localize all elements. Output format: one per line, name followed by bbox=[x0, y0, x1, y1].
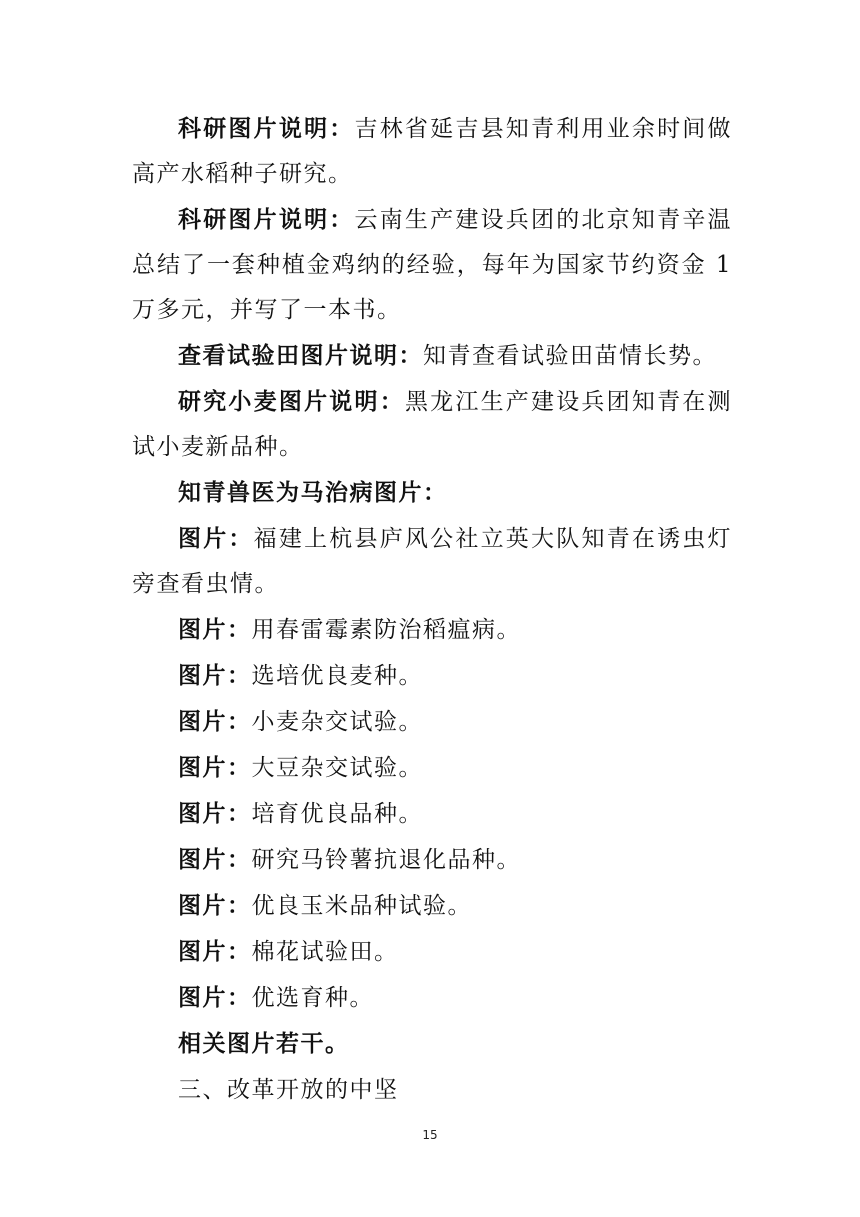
paragraph-text: 选培优良麦种。 bbox=[251, 663, 423, 689]
paragraph-text: 云南生产建设兵团的北京知青辛温总结了一套种植金鸡纳的经验，每年为国家节约资金 1 万多元，并写了一本书。 bbox=[132, 207, 733, 323]
paragraph-label: 科研图片说明： bbox=[178, 115, 355, 142]
paragraph bbox=[132, 791, 732, 837]
paragraph bbox=[132, 379, 732, 470]
paragraph bbox=[132, 745, 732, 791]
paragraph bbox=[132, 333, 732, 379]
paragraph bbox=[132, 929, 732, 975]
paragraph-text: 培育优良品种。 bbox=[251, 801, 423, 827]
paragraph-text: 棉花试验田。 bbox=[251, 939, 399, 965]
paragraph-text: 福建上杭县庐风公社立英大队知青在诱虫灯旁查看虫情。 bbox=[132, 526, 733, 597]
paragraph-label: 相关图片若干。 bbox=[178, 1030, 350, 1057]
paragraph-label: 图片： bbox=[178, 892, 252, 919]
paragraph-text: 三、改革开放的中坚 bbox=[178, 1077, 399, 1103]
paragraph-text: 研究马铃薯抗退化品种。 bbox=[251, 847, 521, 873]
paragraph-label: 图片： bbox=[178, 938, 252, 965]
paragraph-text: 优良玉米品种试验。 bbox=[251, 893, 472, 919]
paragraph-label: 图片： bbox=[178, 754, 252, 781]
page-number: 15 bbox=[422, 1128, 438, 1142]
paragraph bbox=[132, 653, 732, 699]
paragraph-label: 查看试验田图片说明： bbox=[178, 342, 423, 369]
paragraph-text: 优选育种。 bbox=[251, 985, 374, 1011]
paragraph bbox=[132, 607, 732, 653]
paragraph bbox=[132, 837, 732, 883]
paragraph-label: 图片： bbox=[178, 525, 254, 552]
paragraph-text: 吉林省延吉县知青利用业余时间做高产水稻种子研究。 bbox=[132, 116, 733, 187]
paragraph bbox=[132, 1021, 732, 1067]
paragraph-label: 研究小麦图片说明： bbox=[178, 388, 405, 415]
paragraph-label: 图片： bbox=[178, 800, 252, 827]
paragraph-text: 黑龙江生产建设兵团知青在测试小麦新品种。 bbox=[132, 389, 733, 460]
paragraph-text: 大豆杂交试验。 bbox=[251, 755, 423, 781]
paragraph-label: 图片： bbox=[178, 616, 252, 643]
paragraph bbox=[132, 699, 732, 745]
paragraph-text: 小麦杂交试验。 bbox=[251, 709, 423, 735]
paragraph-text: 用春雷霉素防治稻瘟病。 bbox=[251, 617, 521, 643]
paragraph-text: 知青查看试验田苗情长势。 bbox=[423, 343, 717, 369]
paragraph bbox=[132, 516, 732, 607]
paragraph bbox=[132, 197, 732, 333]
paragraph-label: 图片： bbox=[178, 846, 252, 873]
document-body bbox=[132, 106, 732, 1113]
paragraph-label: 图片： bbox=[178, 662, 252, 689]
section-heading bbox=[132, 1067, 732, 1113]
paragraph bbox=[132, 470, 732, 516]
paragraph bbox=[132, 883, 732, 929]
paragraph-label: 科研图片说明： bbox=[178, 206, 355, 233]
paragraph-label: 图片： bbox=[178, 984, 252, 1011]
paragraph-label: 图片： bbox=[178, 708, 252, 735]
paragraph-label: 知青兽医为马治病图片： bbox=[178, 479, 448, 506]
paragraph bbox=[132, 106, 732, 197]
paragraph bbox=[132, 975, 732, 1021]
